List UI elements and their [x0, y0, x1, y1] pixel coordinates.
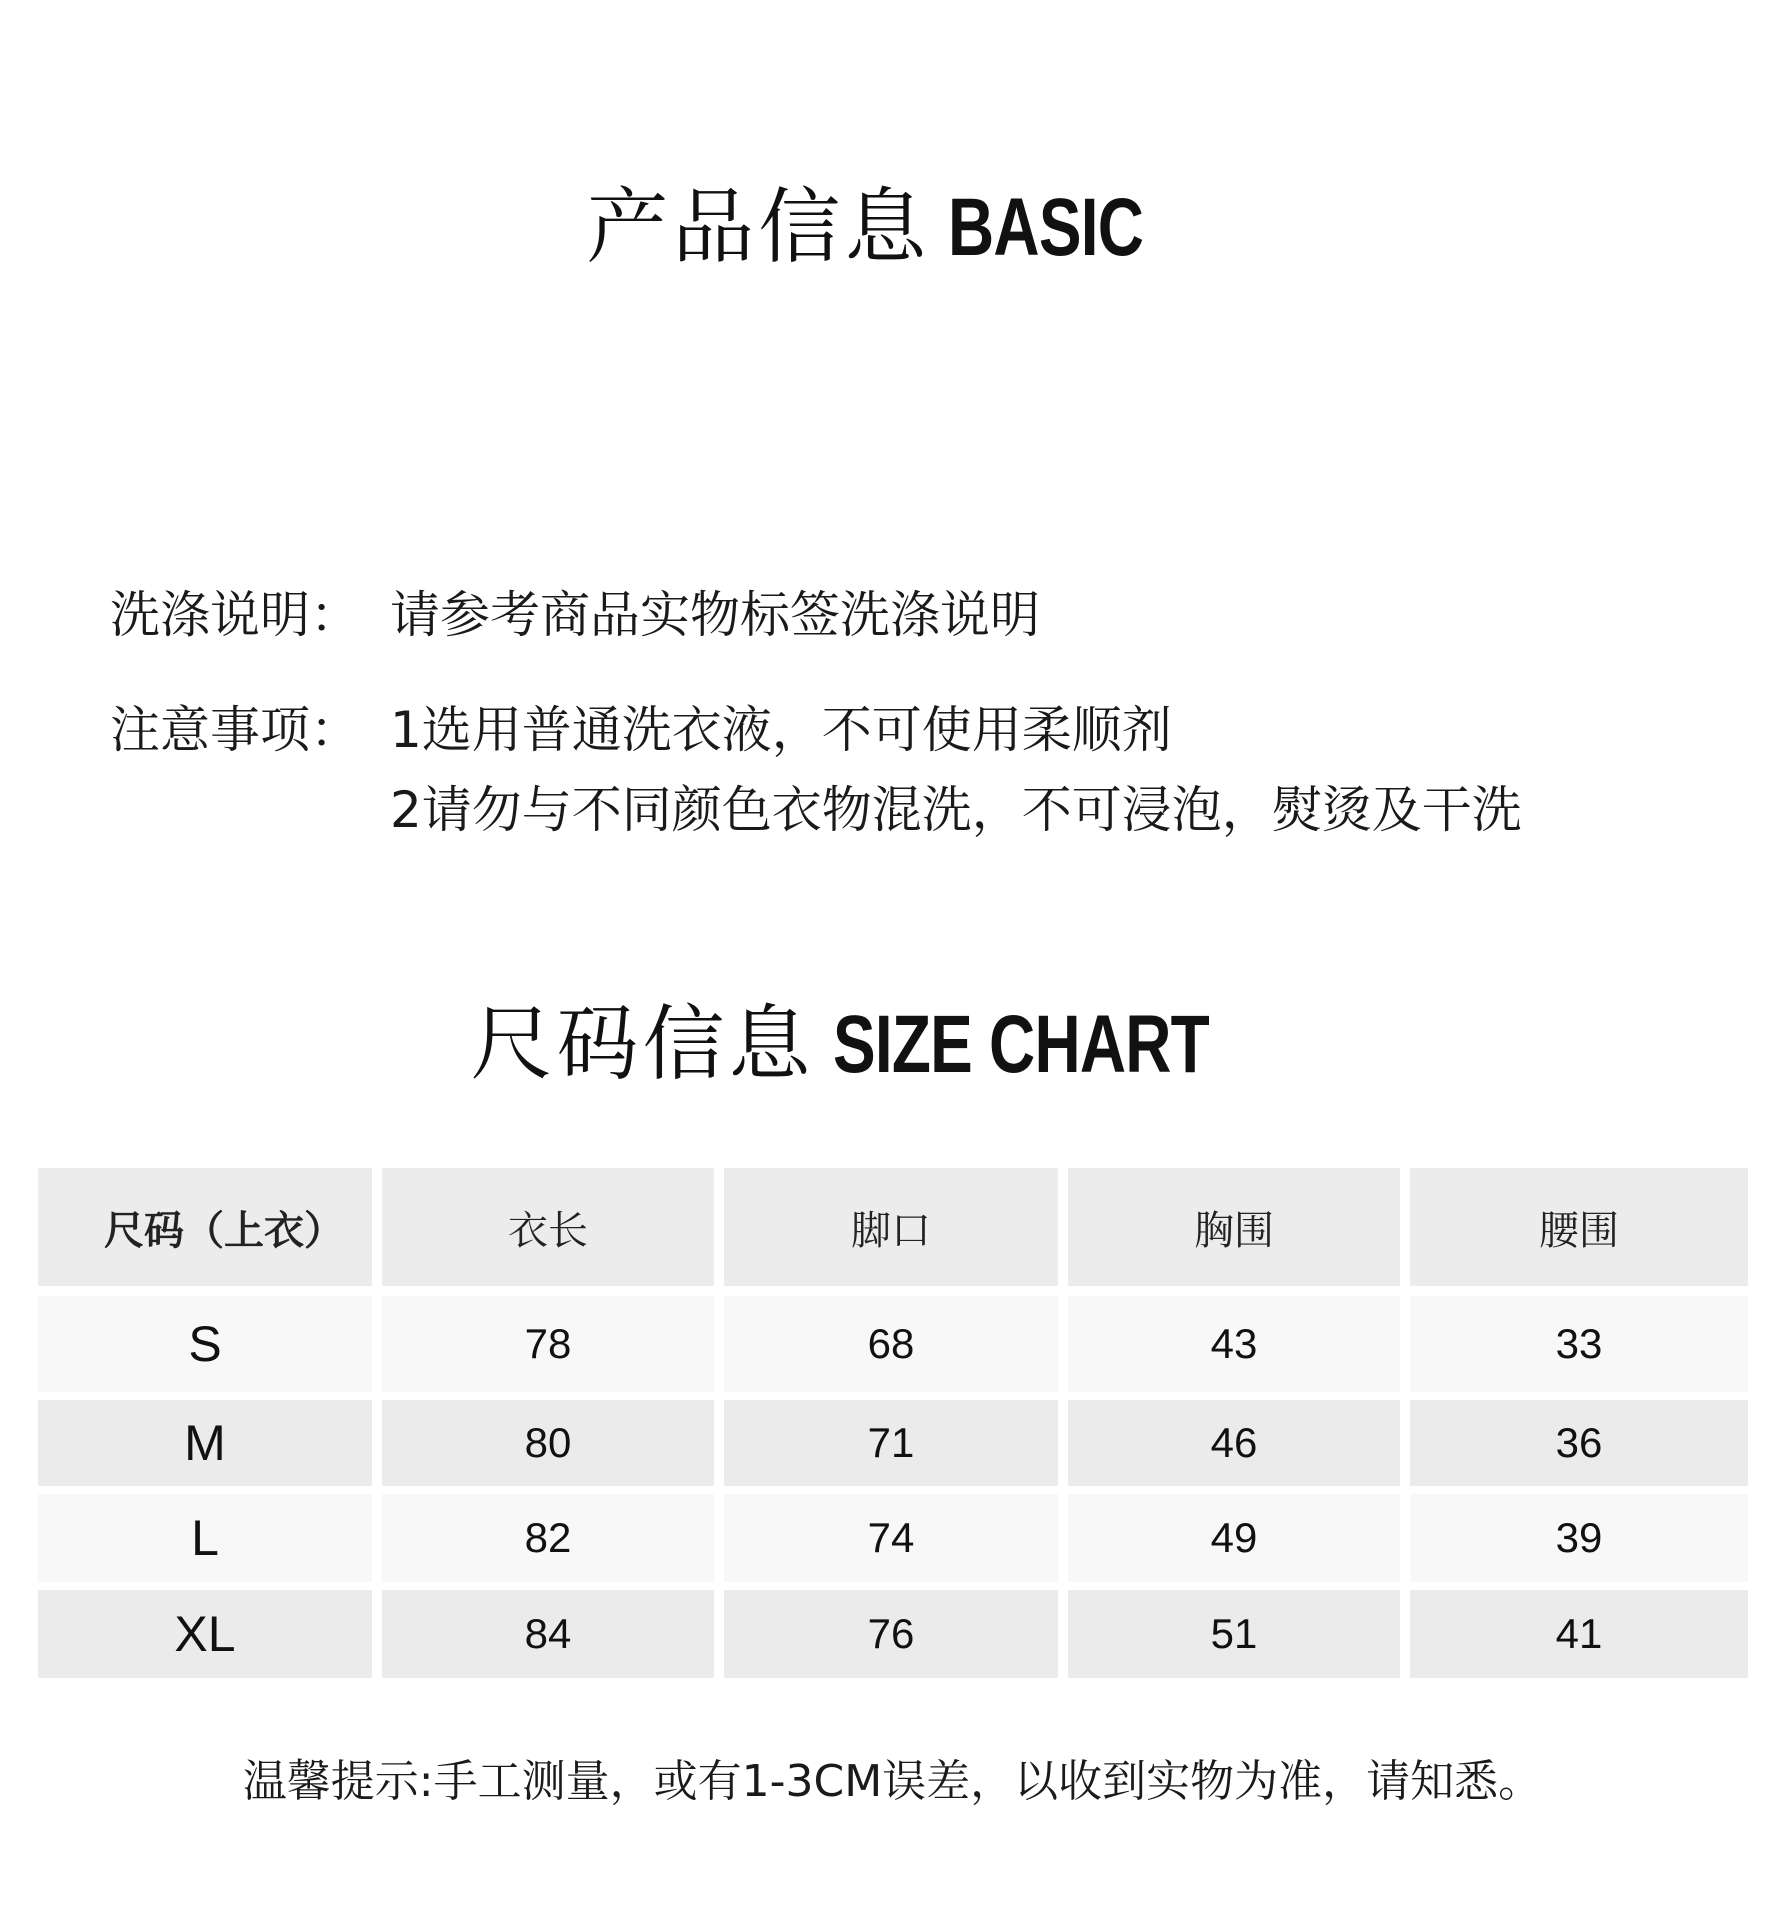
table-cell: 41: [1410, 1590, 1748, 1678]
table-cell: 84: [382, 1590, 714, 1678]
table-row: [38, 1590, 1748, 1678]
measurement-tip: 温馨提示:手工测量，或有1-3CM误差，以收到实物为准，请知悉。: [242, 1756, 1543, 1807]
basic-title-cn: 产品信息: [586, 180, 931, 275]
table-header-row: [38, 1168, 1748, 1286]
table-cell: 39: [1410, 1494, 1748, 1582]
table-cell: 82: [382, 1494, 714, 1582]
table-row: [38, 1296, 1748, 1392]
table-cell: 80: [382, 1400, 714, 1486]
header-cell-waist: 腰围: [1410, 1168, 1748, 1286]
table-cell: M: [38, 1400, 372, 1486]
size-chart-heading: [0, 995, 1785, 1095]
table-cell: 49: [1068, 1494, 1400, 1582]
header-cell-size: 尺码（上衣）: [38, 1168, 372, 1286]
basic-title-en: BASIC: [948, 182, 1144, 273]
header-cell-chest: 胸围: [1068, 1168, 1400, 1286]
table-cell: 76: [724, 1590, 1058, 1678]
size-chart-title-cn: 尺码信息: [470, 997, 815, 1092]
header-cell-hem: 脚口: [724, 1168, 1058, 1286]
table-cell: XL: [38, 1590, 372, 1678]
table-cell: 78: [382, 1296, 714, 1392]
table-cell: 43: [1068, 1296, 1400, 1392]
wash-label: 洗涤说明：: [110, 586, 360, 644]
table-cell: 51: [1068, 1590, 1400, 1678]
table-row: [38, 1494, 1748, 1582]
table-cell: 74: [724, 1494, 1058, 1582]
table-cell: 33: [1410, 1296, 1748, 1392]
notice-line-1: 1选用普通洗衣液，不可使用柔顺剂: [390, 701, 1172, 759]
table-cell: L: [38, 1494, 372, 1582]
table-cell: 46: [1068, 1400, 1400, 1486]
notice-line-2: 2请勿与不同颜色衣物混洗，不可浸泡，熨烫及干洗: [390, 781, 1522, 839]
table-cell: 71: [724, 1400, 1058, 1486]
table-row: [38, 1400, 1748, 1486]
size-chart-title-en: SIZE CHART: [832, 999, 1209, 1090]
table-cell: 36: [1410, 1400, 1748, 1486]
header-cell-length: 衣长: [382, 1168, 714, 1286]
notice-label: 注意事项：: [110, 701, 360, 759]
wash-value: 请参考商品实物标签洗涤说明: [390, 586, 1040, 644]
basic-section-heading: [0, 178, 1785, 278]
table-cell: S: [38, 1296, 372, 1392]
table-cell: 68: [724, 1296, 1058, 1392]
